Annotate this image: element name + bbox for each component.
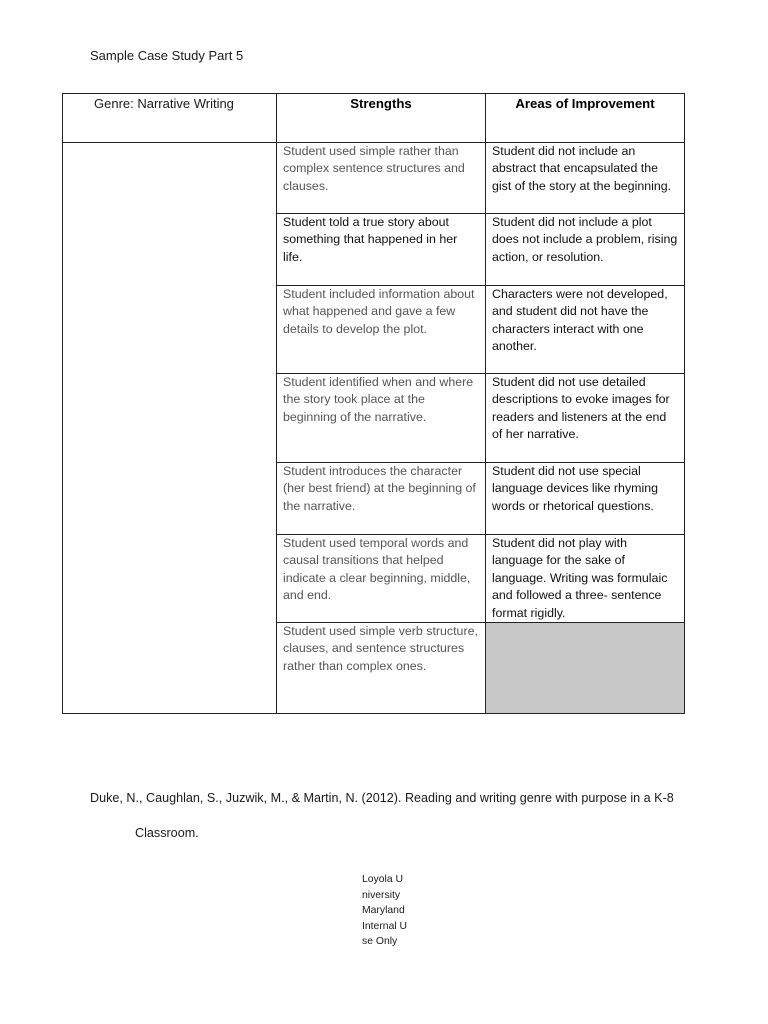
improvement-cell: Student did not use special language devices like rhyming words or rhetorical questions.	[486, 463, 685, 535]
strength-cell: Student included information about what happened and gave a few details to develop the plot.	[277, 286, 486, 374]
citation-reference: Duke, N., Caughlan, S., Juzwik, M., & Martin, N. (2012). Reading and writing genre with purpose in a K-8	[90, 791, 674, 805]
areas-of-improvement-header: Areas of Improvement	[486, 94, 685, 143]
strength-cell: Student introduces the character (her best friend) at the beginning of the narrative.	[277, 463, 486, 535]
strength-cell: Student identified when and where the story took place at the beginning of the narrative.	[277, 374, 486, 463]
improvement-cell: Characters were not developed, and student did not have the characters interact with one another.	[486, 286, 685, 374]
table-header-row	[63, 94, 685, 143]
citation-reference-continued: Classroom.	[135, 826, 199, 840]
shaded-empty-cell	[486, 623, 685, 714]
improvement-cell: Student did not include an abstract that encapsulated the gist of the story at the beginning.	[486, 143, 685, 214]
genre-header: Genre: Narrative Writing	[63, 94, 277, 143]
genre-column-body	[63, 143, 277, 714]
strength-cell: Student told a true story about something that happened in her life.	[277, 214, 486, 286]
improvement-cell: Student did not use detailed descriptions to evoke images for readers and listeners at the end of her narrative.	[486, 374, 685, 463]
improvement-cell: Student did not play with language for the sake of language. Writing was formulaic and followed a three- sentence format rigidly.	[486, 535, 685, 623]
narrative-rubric-table	[62, 93, 685, 714]
strengths-header: Strengths	[277, 94, 486, 143]
strength-cell: Student used simple rather than complex sentence structures and clauses.	[277, 143, 486, 214]
table-row	[63, 143, 685, 214]
strength-cell: Student used simple verb structure, clauses, and sentence structures rather than complex ones.	[277, 623, 486, 714]
internal-use-footer: Loyola University Maryland Internal Use Only	[362, 874, 408, 948]
strength-cell: Student used temporal words and causal transitions that helped indicate a clear beginning, middle, and end.	[277, 535, 486, 623]
improvement-cell: Student did not include a plot does not include a problem, rising action, or resolution.	[486, 214, 685, 286]
page-title: Sample Case Study Part 5	[90, 48, 244, 63]
